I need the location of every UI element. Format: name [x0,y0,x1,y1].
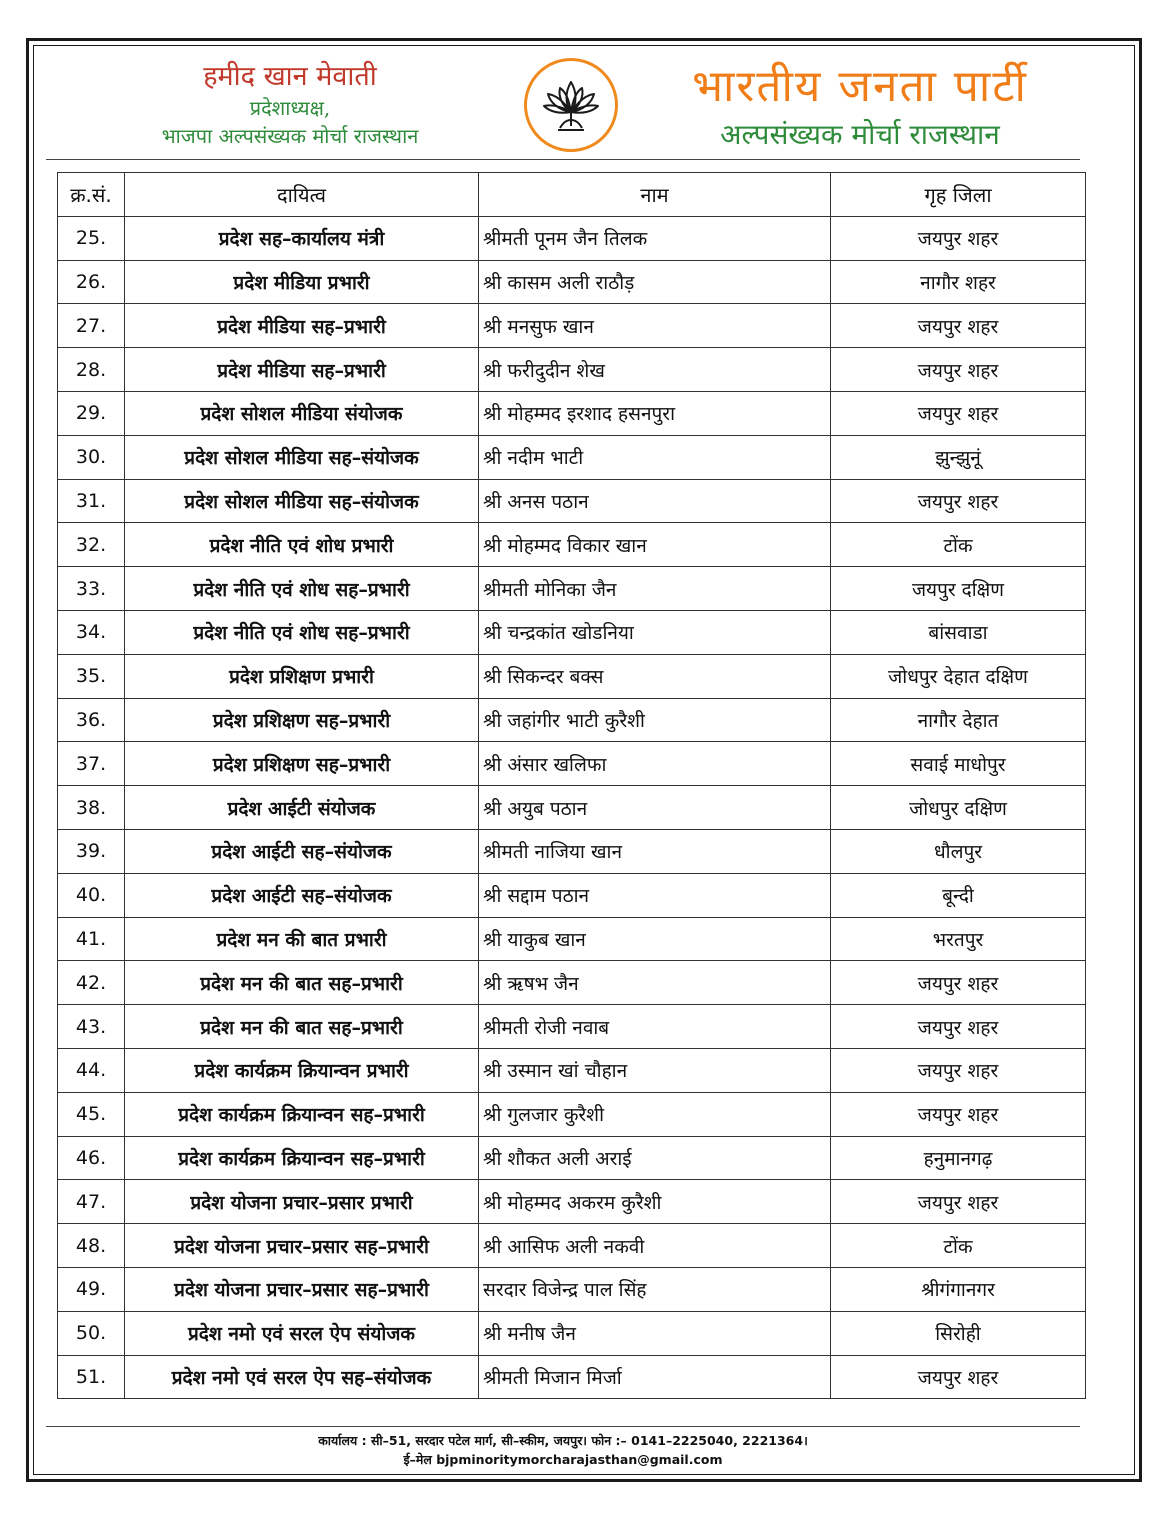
row-role: प्रदेश नीति एवं शोध सह–प्रभारी [125,610,479,654]
row-serial: 25. [58,216,125,260]
table-row [58,479,1086,523]
table-row [58,1136,1086,1180]
president-block [110,60,470,150]
row-name: श्रीमती मिजान मिर्जा [479,1355,831,1399]
row-district: जयपुर शहर [831,1180,1086,1224]
table-row [58,216,1086,260]
row-role: प्रदेश मीडिया सह–प्रभारी [125,304,479,348]
row-role: प्रदेश मीडिया सह–प्रभारी [125,348,479,392]
row-name: श्री अनस पठान [479,479,831,523]
footer-email: ई–मेल bjpminoritymorcharajasthan@gmail.com [403,1452,723,1467]
table-row [58,1048,1086,1092]
row-serial: 26. [58,260,125,304]
row-district: धौलपुर [831,829,1086,873]
row-district: झुन्झुनूं [831,435,1086,479]
footer-address: कार्यालय : सी–51, सरदार पटेल मार्ग, सी–स्कीम, जयपुर। फोन :– 0141–2225040, 2221364। [318,1433,808,1448]
row-role: प्रदेश आईटी सह–संयोजक [125,873,479,917]
row-role: प्रदेश नीति एवं शोध प्रभारी [125,523,479,567]
row-district: जयपुर शहर [831,1355,1086,1399]
row-role: प्रदेश प्रशिक्षण सह–प्रभारी [125,742,479,786]
row-role: प्रदेश मीडिया प्रभारी [125,260,479,304]
row-role: प्रदेश सोशल मीडिया संयोजक [125,391,479,435]
row-name: श्री सद्दाम पठान [479,873,831,917]
row-name: श्री अंसार खलिफा [479,742,831,786]
row-name: श्री नदीम भाटी [479,435,831,479]
row-name: श्री सिकन्दर बक्स [479,654,831,698]
table-row [58,1005,1086,1049]
table-row [58,961,1086,1005]
row-district: जयपुर शहर [831,961,1086,1005]
row-name: श्री उस्मान खां चौहान [479,1048,831,1092]
col-header-role: दायित्व [125,173,479,217]
president-name: हमीद खान मेवाती [203,61,377,92]
row-role: प्रदेश नमो एवं सरल ऐप संयोजक [125,1311,479,1355]
row-district: सवाई माधोपुर [831,742,1086,786]
row-serial: 31. [58,479,125,523]
row-name: श्री आसिफ अली नकवी [479,1224,831,1268]
row-role: प्रदेश मन की बात सह–प्रभारी [125,1005,479,1049]
table-row [58,786,1086,830]
row-serial: 36. [58,698,125,742]
row-role: प्रदेश योजना प्रचार–प्रसार सह–प्रभारी [125,1224,479,1268]
row-district: नागौर शहर [831,260,1086,304]
table-header-row [58,173,1086,217]
table-row [58,260,1086,304]
row-district: भरतपुर [831,917,1086,961]
row-district: सिरोही [831,1311,1086,1355]
row-serial: 46. [58,1136,125,1180]
row-name: श्रीमती नाजिया खान [479,829,831,873]
party-block [660,58,1060,154]
row-serial: 29. [58,391,125,435]
lotus-logo-svg [536,70,606,140]
row-district: हनुमानगढ़ [831,1136,1086,1180]
row-role: प्रदेश योजना प्रचार–प्रसार प्रभारी [125,1180,479,1224]
morcha-name: अल्पसंख्यक मोर्चा राजस्थान [720,118,1000,151]
row-serial: 35. [58,654,125,698]
row-role: प्रदेश प्रशिक्षण प्रभारी [125,654,479,698]
row-name: श्री मनीष जैन [479,1311,831,1355]
row-district: जयपुर शहर [831,216,1086,260]
table-row [58,1355,1086,1399]
row-name: श्री जहांगीर भाटी कुरैशी [479,698,831,742]
table-row [58,348,1086,392]
row-name: श्रीमती पूनम जैन तिलक [479,216,831,260]
row-serial: 39. [58,829,125,873]
row-name: श्री कासम अली राठौड़ [479,260,831,304]
table-row [58,654,1086,698]
row-district: जयपुर शहर [831,1092,1086,1136]
table-row [58,1180,1086,1224]
row-district: जयपुर शहर [831,1005,1086,1049]
table-row [58,523,1086,567]
row-district: जयपुर शहर [831,391,1086,435]
row-district: जोधपुर दक्षिण [831,786,1086,830]
row-name: सरदार विजेन्द्र पाल सिंह [479,1267,831,1311]
col-header-sn: क्र.सं. [58,173,125,217]
row-district: टोंक [831,523,1086,567]
row-serial: 49. [58,1267,125,1311]
row-serial: 38. [58,786,125,830]
col-header-district: गृह जिला [831,173,1086,217]
footer-divider [46,1426,1080,1427]
table-row [58,742,1086,786]
row-district: जोधपुर देहात दक्षिण [831,654,1086,698]
row-serial: 44. [58,1048,125,1092]
row-district: बून्दी [831,873,1086,917]
row-serial: 41. [58,917,125,961]
row-name: श्री अयुब पठान [479,786,831,830]
row-name: श्री ऋषभ जैन [479,961,831,1005]
row-role: प्रदेश सोशल मीडिया सह–संयोजक [125,435,479,479]
president-org: भाजपा अल्पसंख्यक मोर्चा राजस्थान [161,124,419,148]
row-serial: 37. [58,742,125,786]
row-district: जयपुर शहर [831,479,1086,523]
row-role: प्रदेश आईटी सह–संयोजक [125,829,479,873]
row-role: प्रदेश कार्यक्रम क्रियान्वन सह–प्रभारी [125,1092,479,1136]
row-serial: 28. [58,348,125,392]
row-serial: 40. [58,873,125,917]
row-role: प्रदेश आईटी संयोजक [125,786,479,830]
row-serial: 45. [58,1092,125,1136]
row-role: प्रदेश सह–कार्यालय मंत्री [125,216,479,260]
row-serial: 47. [58,1180,125,1224]
row-role: प्रदेश मन की बात सह–प्रभारी [125,961,479,1005]
row-role: प्रदेश कार्यक्रम क्रियान्वन सह–प्रभारी [125,1136,479,1180]
row-district: बांसवाडा [831,610,1086,654]
row-name: श्री याकुब खान [479,917,831,961]
table-row [58,435,1086,479]
table-row [58,1224,1086,1268]
table-row [58,391,1086,435]
row-district: नागौर देहात [831,698,1086,742]
row-district: जयपुर शहर [831,1048,1086,1092]
row-name: श्री चन्द्रकांत खोडनिया [479,610,831,654]
row-role: प्रदेश योजना प्रचार–प्रसार सह–प्रभारी [125,1267,479,1311]
header-divider [46,159,1080,160]
table-row [58,1267,1086,1311]
row-serial: 42. [58,961,125,1005]
table-row [58,1311,1086,1355]
row-role: प्रदेश सोशल मीडिया सह–संयोजक [125,479,479,523]
table-row [58,917,1086,961]
table-row [58,698,1086,742]
row-district: जयपुर शहर [831,304,1086,348]
row-role: प्रदेश प्रशिक्षण सह–प्रभारी [125,698,479,742]
office-bearers-table [57,172,1086,1399]
row-name: श्री फरीदुदीन शेख [479,348,831,392]
row-name: श्री मोहम्मद अकरम कुरैशी [479,1180,831,1224]
table-row [58,829,1086,873]
row-role: प्रदेश कार्यक्रम क्रियान्वन प्रभारी [125,1048,479,1092]
table-row [58,304,1086,348]
row-role: प्रदेश नमो एवं सरल ऐप सह–संयोजक [125,1355,479,1399]
row-serial: 32. [58,523,125,567]
lotus-icon [524,58,618,152]
table-row [58,610,1086,654]
row-name: श्री मोहम्मद विकार खान [479,523,831,567]
row-serial: 33. [58,567,125,611]
row-name: श्रीमती मोनिका जैन [479,567,831,611]
row-serial: 51. [58,1355,125,1399]
row-district: टोंक [831,1224,1086,1268]
row-name: श्री मोहम्मद इरशाद हसनपुरा [479,391,831,435]
row-district: जयपुर दक्षिण [831,567,1086,611]
row-serial: 48. [58,1224,125,1268]
row-serial: 50. [58,1311,125,1355]
table-row [58,873,1086,917]
row-name: श्रीमती रोजी नवाब [479,1005,831,1049]
row-serial: 43. [58,1005,125,1049]
row-district: श्रीगंगानगर [831,1267,1086,1311]
row-serial: 30. [58,435,125,479]
row-serial: 34. [58,610,125,654]
row-district: जयपुर शहर [831,348,1086,392]
party-name: भारतीय जनता पार्टी [692,61,1028,112]
row-serial: 27. [58,304,125,348]
row-role: प्रदेश मन की बात प्रभारी [125,917,479,961]
president-post: प्रदेशाध्यक्ष, [249,96,331,120]
row-name: श्री मनसुफ खान [479,304,831,348]
col-header-name: नाम [479,173,831,217]
table-row [58,1092,1086,1136]
table-row [58,567,1086,611]
row-name: श्री शौकत अली अराई [479,1136,831,1180]
row-role: प्रदेश नीति एवं शोध सह–प्रभारी [125,567,479,611]
row-name: श्री गुलजार कुरैशी [479,1092,831,1136]
